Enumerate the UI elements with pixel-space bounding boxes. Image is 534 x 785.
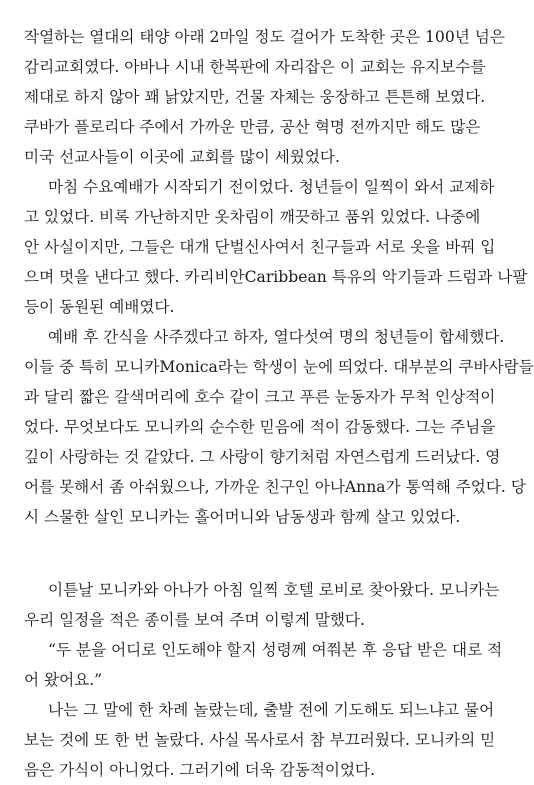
- text-line: 어 왔어요.”: [24, 671, 103, 689]
- text-line: 시 스물한 살인 모니카는 홀어머니와 남동생과 함께 살고 있었다.: [24, 508, 461, 526]
- text-line: 고 있었다. 비록 가난하지만 옷차림이 깨끗하고 품위 있었다. 나중에: [24, 208, 481, 226]
- text-line: 이튿날 모니카와 아나가 아침 일찍 호텔 로비로 찾아왔다. 모니카는: [48, 581, 500, 599]
- text-line: 었다. 무엇보다도 모니카의 순수한 믿음에 적이 감동했다. 그는 주님을: [24, 418, 496, 436]
- paragraph-6: [24, 695, 496, 785]
- text-line: 작열하는 열대의 태양 아래 2마일 정도 걸어가 도착한 곳은 100년 넘은: [24, 28, 505, 46]
- text-line: 보는 것에 또 한 번 놀랐다. 사실 목사로서 참 부끄러웠다. 모니카의 믿: [24, 731, 496, 749]
- paragraph-2: [24, 172, 528, 322]
- text-line: 이들 중 특히 모니카Monica라는 학생이 눈에 띄었다. 대부분의 쿠바사람들: [24, 358, 534, 376]
- text-line: 으며 멋을 낸다고 했다. 카리비안Caribbean 특유의 악기들과 드럼과 나팔: [24, 268, 528, 286]
- paragraph-4: [24, 575, 500, 635]
- text-line: 나는 그 말에 한 차례 놀랐는데, 출발 전에 기도해도 되느냐고 물어: [48, 701, 495, 719]
- paragraph-3: [24, 322, 534, 532]
- text-line: 미국 선교사들이 이곳에 교회를 많이 세웠었다.: [24, 148, 340, 166]
- text-line: 쿠바가 플로리다 주에서 가까운 만큼, 공산 혁명 전까지만 해도 많은: [24, 118, 481, 136]
- text-line: 감리교회였다. 아바나 시내 한복판에 자리잡은 이 교회는 유지보수를: [24, 58, 486, 76]
- text-line: 마침 수요예배가 시작되기 전이었다. 청년들이 일찍이 와서 교제하: [48, 178, 495, 196]
- paragraph-1: [24, 22, 505, 172]
- text-line: 과 달리 짧은 갈색머리에 호수 같이 크고 푸른 눈동자가 무척 인상적이: [24, 388, 496, 406]
- paragraph-5-quote: [24, 635, 503, 695]
- text-line: 어를 못해서 좀 아쉬웠으나, 가까운 친구인 아나Anna가 통역해 주었다. 당: [24, 478, 526, 496]
- text-line: 제대로 하지 않아 꽤 낡았지만, 건물 자체는 웅장하고 튼튼해 보였다.: [24, 88, 486, 106]
- text-line: 우리 일정을 적은 종이를 보여 주며 이렇게 말했다.: [24, 611, 365, 629]
- text-line: 깊이 사랑하는 것 같았다. 그 사랑이 향기처럼 자연스럽게 드러났다. 영: [24, 448, 501, 466]
- text-line: 등이 동원된 예배였다.: [24, 298, 175, 316]
- section-gap: [24, 532, 448, 575]
- text-line: “두 분을 어디로 인도해야 할지 성령께 여쭤본 후 응답 받은 대로 적: [48, 641, 503, 659]
- text-line: 음은 가식이 아니었다. 그러기에 더욱 감동적이었다.: [24, 761, 376, 779]
- text-line: 안 사실이지만, 그들은 대개 단벌신사여서 친구들과 서로 옷을 바꿔 입: [24, 238, 496, 256]
- text-line: 예배 후 간식을 사주겠다고 하자, 열다섯여 명의 청년들이 합세했다.: [48, 328, 505, 346]
